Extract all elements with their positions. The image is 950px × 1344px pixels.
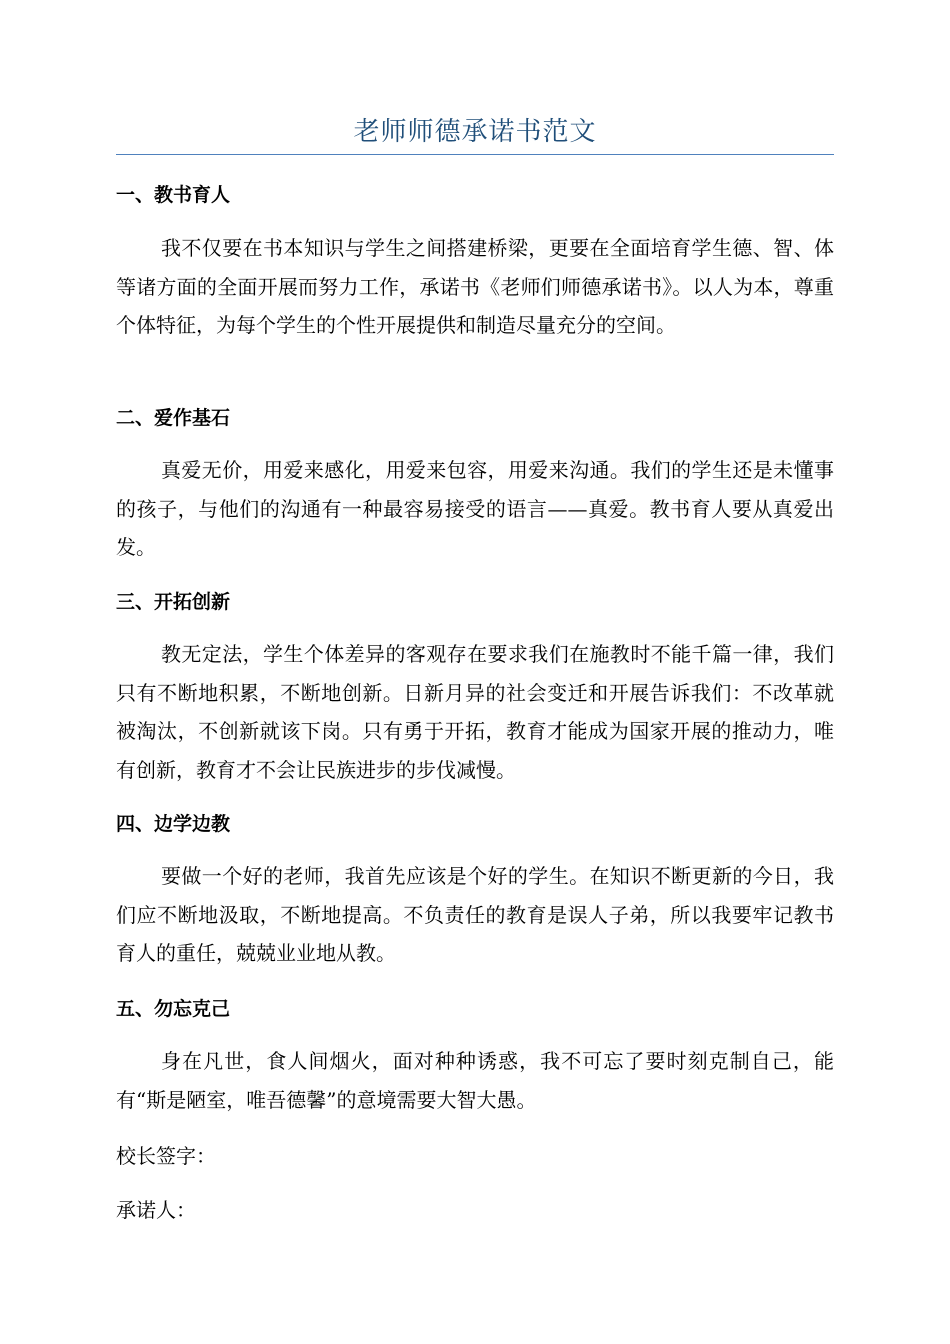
section-body-3: 教无定法，学生个体差异的客观存在要求我们在施教时不能千篇一律，我们只有不断地积累，不断地创新。日新月异的社会变迁和开展告诉我们：不改革就被淘汰，不创新就该下岗。只有勇于开拓，教育才能成为国家开展的推动力，唯有创新，教育才不会让民族进步的步伐减慢。 bbox=[116, 642, 834, 782]
section-heading-2: 二、爱作基石 bbox=[116, 407, 231, 429]
promisor-signature-label: 承诺人： bbox=[116, 1198, 196, 1222]
section-body-5: 身在凡世，食人间烟火，面对种种诱惑，我不可忘了要时刻克制自己，能有“斯是陋室，唯吾德馨”的意境需要大智大愚。 bbox=[116, 1049, 834, 1112]
title-underline bbox=[116, 154, 834, 155]
section-body-4: 要做一个好的老师，我首先应该是个好的学生。在知识不断更新的今日，我们应不断地汲取，不断地提高。不负责任的教育是误人子弟，所以我要牢记教书育人的重任，兢兢业业地从教。 bbox=[116, 864, 834, 965]
section-heading-3: 三、开拓创新 bbox=[116, 591, 231, 613]
section-heading-5: 五、勿忘克己 bbox=[116, 998, 231, 1020]
principal-signature-label: 校长签字： bbox=[116, 1144, 216, 1168]
section-body-2: 真爱无价，用爱来感化，用爱来包容，用爱来沟通。我们的学生还是未懂事的孩子，与他们的沟通有一种最容易接受的语言——真爱。教书育人要从真爱出发。 bbox=[116, 458, 834, 559]
section-heading-1: 一、教书育人 bbox=[116, 184, 231, 206]
section-heading-4: 四、边学边教 bbox=[116, 813, 231, 835]
section-body-1: 我不仅要在书本知识与学生之间搭建桥梁，更要在全面培育学生德、智、体等诸方面的全面开展而努力工作，承诺书《老师们师德承诺书》。以人为本，尊重个体特征，为每个学生的个性开展提供和制造尽量充分的空间。 bbox=[116, 236, 834, 337]
page-title: 老师师德承诺书范文 bbox=[353, 117, 597, 147]
